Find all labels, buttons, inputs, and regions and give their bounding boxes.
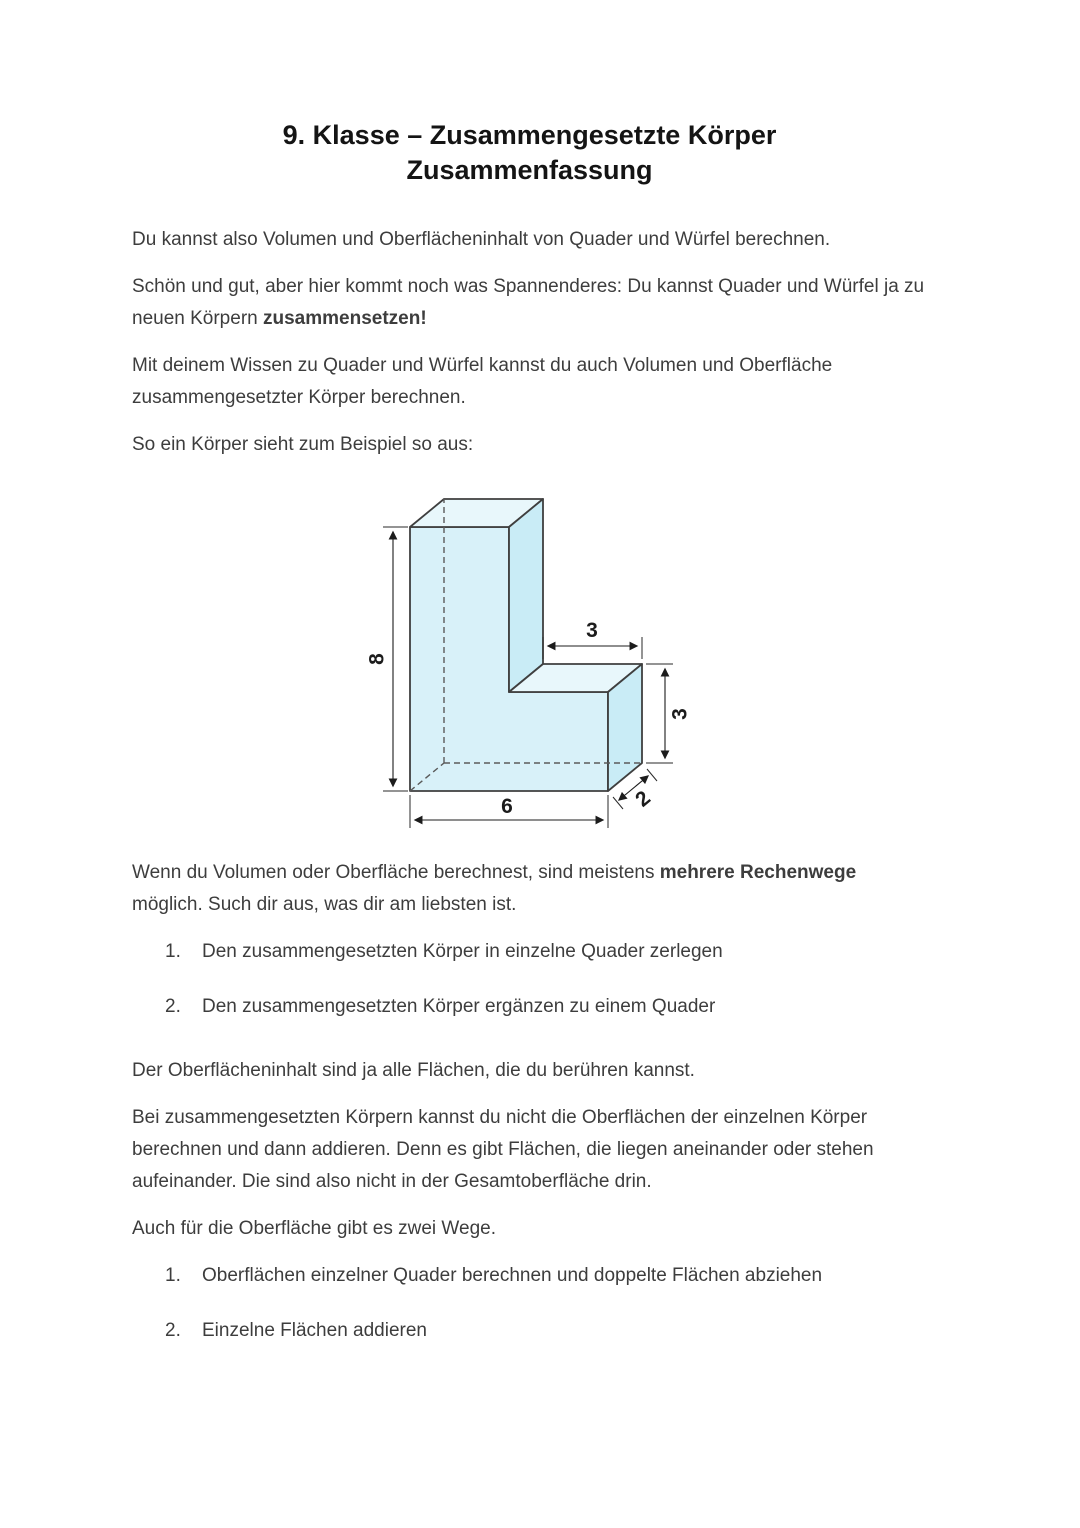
composite-solid-figure [358, 485, 702, 845]
dimension-depth-label: 2 [630, 786, 655, 812]
paragraph-methods-text-1: Wenn du Volumen oder Oberfläche berechnest, sind meistens [132, 862, 660, 883]
list-item-text: Den zusammengesetzten Körper ergänzen zu einem Quader [202, 996, 716, 1017]
paragraph-methods [132, 857, 927, 921]
dimension-width [410, 795, 608, 828]
surface-method-list [132, 1260, 927, 1347]
paragraph-compose-bold: zusammensetzen! [263, 308, 427, 329]
list-item [132, 991, 927, 1023]
paragraph-volume-intro: Du kannst also Volumen und Oberflächeninhalt von Quader und Würfel berechnen. [132, 229, 831, 250]
dimension-arm-height [646, 664, 692, 763]
list-item-number: 1. [165, 1265, 181, 1286]
list-item-number: 1. [165, 941, 181, 962]
list-item-number: 2. [165, 1320, 181, 1341]
paragraph-compose-text: Schön und gut, aber hier kommt noch was Spannenderes: Du kannst Quader und Würfel ja zu neuen Körpern [132, 276, 925, 329]
paragraph-example-lead: So ein Körper sieht zum Beispiel so aus: [132, 434, 474, 455]
dimension-notch-width-label: 3 [585, 619, 598, 642]
paragraph-surface-definition: Der Oberflächeninhalt sind ja alle Flächen, die du berühren kannst. [132, 1060, 695, 1081]
list-item [132, 1315, 927, 1347]
volume-method-list [132, 936, 927, 1023]
document-page [132, 0, 927, 1347]
list-item [132, 936, 927, 968]
paragraph-surface-ways: Auch für die Oberfläche gibt es zwei Wege. [132, 1218, 497, 1239]
dimension-height-label: 8 [365, 653, 388, 665]
dimension-arm-height-label: 3 [668, 708, 691, 720]
list-item-text: Oberflächen einzelner Quader berechnen und doppelte Flächen abziehen [202, 1265, 823, 1286]
list-item-number: 2. [165, 996, 181, 1017]
page-title [132, 118, 927, 188]
title-line-2: Zusammenfassung [406, 155, 653, 185]
l-shaped-solid [410, 499, 642, 791]
paragraph-compose [132, 271, 927, 335]
list-item [132, 1260, 927, 1292]
list-item-text: Einzelne Flächen addieren [202, 1320, 427, 1341]
paragraph-surface-warning: Bei zusammengesetzten Körpern kannst du nicht die Oberflächen der einzelnen Körper berechnen und dann addieren. Denn es gibt Flächen, die liegen aneinander oder stehen aufeinander. Die sind also nicht in der Gesamtoberfläche drin. [132, 1107, 874, 1192]
dimension-height [365, 527, 408, 791]
figure-container [132, 485, 927, 845]
dimension-width-label: 6 [500, 795, 513, 818]
solid-column-side-face [509, 499, 543, 692]
paragraph-methods-bold: mehrere Rechenwege [659, 862, 857, 883]
paragraph-knowledge: Mit deinem Wissen zu Quader und Würfel kannst du auch Volumen und Oberfläche zusammengesetzter Körper berechnen. [132, 355, 833, 408]
title-line-1: 9. Klasse – Zusammengesetzte Körper [282, 120, 777, 150]
paragraph-methods-text-2: möglich. Such dir aus, was dir am liebsten ist. [132, 894, 517, 915]
dimension-notch-width [543, 619, 642, 659]
list-item-text: Den zusammengesetzten Körper in einzelne Quader zerlegen [202, 941, 723, 962]
